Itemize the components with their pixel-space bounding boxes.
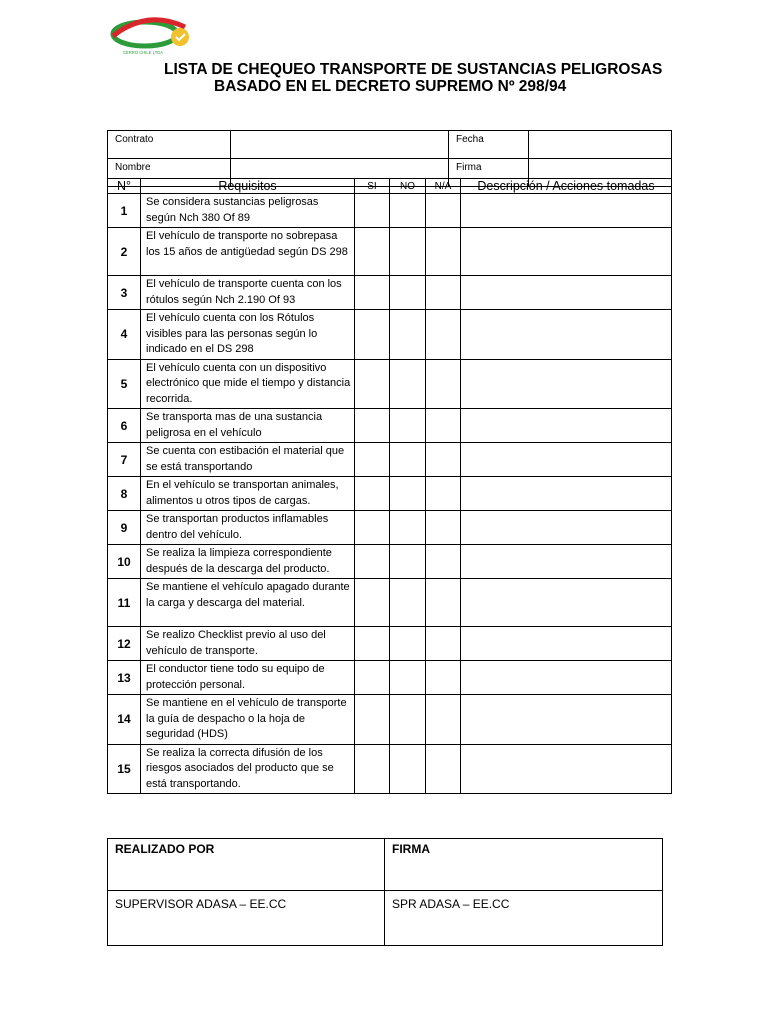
row-requisito: El vehículo cuenta con un dispositivo electrónico que mide el tiempo y distancia recorrida. [141, 359, 355, 409]
no-cell[interactable] [390, 194, 426, 228]
descripcion-cell[interactable] [461, 276, 672, 310]
row-requisito: Se considera sustancias peligrosas según Nch 380 Of 89 [141, 194, 355, 228]
no-cell[interactable] [390, 511, 426, 545]
row-number: 7 [108, 443, 141, 477]
na-cell[interactable] [426, 228, 461, 276]
row-requisito: Se cuenta con estibación el material que se está transportando [141, 443, 355, 477]
si-cell[interactable] [355, 545, 390, 579]
row-requisito: Se mantiene el vehículo apagado durante la carga y descarga del material. [141, 579, 355, 627]
row-number: 1 [108, 194, 141, 228]
no-cell[interactable] [390, 545, 426, 579]
row-requisito: El vehículo de transporte cuenta con los rótulos según Nch 2.190 Of 93 [141, 276, 355, 310]
table-row [108, 695, 672, 745]
row-number: 15 [108, 744, 141, 794]
row-requisito: Se realiza la correcta difusión de los riesgos asociados del producto que se está transportando. [141, 744, 355, 794]
row-number: 2 [108, 228, 141, 276]
table-row [108, 443, 672, 477]
table-row [108, 477, 672, 511]
na-cell[interactable] [426, 194, 461, 228]
row-number: 14 [108, 695, 141, 745]
row-number: 3 [108, 276, 141, 310]
no-cell[interactable] [390, 695, 426, 745]
na-cell[interactable] [426, 443, 461, 477]
checklist-table [107, 178, 672, 794]
row-requisito: El vehículo cuenta con los Rótulos visibles para las personas según lo indicado en el DS 298 [141, 310, 355, 360]
descripcion-cell[interactable] [461, 545, 672, 579]
si-cell[interactable] [355, 194, 390, 228]
si-cell[interactable] [355, 228, 390, 276]
no-cell[interactable] [390, 310, 426, 360]
contrato-field[interactable] [231, 131, 449, 159]
na-cell[interactable] [426, 409, 461, 443]
table-row [108, 627, 672, 661]
table-row [108, 545, 672, 579]
row-number: 11 [108, 579, 141, 627]
table-row [108, 194, 672, 228]
checklist-header-row [108, 179, 672, 194]
descripcion-cell[interactable] [461, 409, 672, 443]
na-cell[interactable] [426, 579, 461, 627]
nombre-label: Nombre [108, 159, 231, 187]
descripcion-cell[interactable] [461, 477, 672, 511]
na-cell[interactable] [426, 661, 461, 695]
no-cell[interactable] [390, 228, 426, 276]
firma-sign-value: SPR ADASA – EE.CC [385, 891, 663, 946]
si-cell[interactable] [355, 409, 390, 443]
table-row [108, 409, 672, 443]
na-cell[interactable] [426, 545, 461, 579]
si-cell[interactable] [355, 579, 390, 627]
row-requisito: El conductor tiene todo su equipo de protección personal. [141, 661, 355, 695]
row-number: 10 [108, 545, 141, 579]
col-header-si: SI [355, 179, 390, 194]
table-row [108, 511, 672, 545]
si-cell[interactable] [355, 477, 390, 511]
descripcion-cell[interactable] [461, 228, 672, 276]
col-header-na: N/A [426, 179, 461, 194]
table-row [108, 661, 672, 695]
signature-table [107, 838, 663, 946]
na-cell[interactable] [426, 276, 461, 310]
si-cell[interactable] [355, 276, 390, 310]
row-requisito: El vehículo de transporte no sobrepasa los 15 años de antigüedad según DS 298 [141, 228, 355, 276]
firma-sign-label: FIRMA [385, 839, 663, 891]
row-number: 6 [108, 409, 141, 443]
no-cell[interactable] [390, 627, 426, 661]
realizado-por-value: SUPERVISOR ADASA – EE.CC [108, 891, 385, 946]
document-title: LISTA DE CHEQUEO TRANSPORTE DE SUSTANCIAS PELIGROSAS [164, 61, 663, 78]
row-number: 13 [108, 661, 141, 695]
na-cell[interactable] [426, 310, 461, 360]
descripcion-cell[interactable] [461, 744, 672, 794]
na-cell[interactable] [426, 744, 461, 794]
company-logo [107, 9, 196, 62]
row-number: 8 [108, 477, 141, 511]
row-number: 5 [108, 359, 141, 409]
row-requisito: Se transporta mas de una sustancia peligrosa en el vehículo [141, 409, 355, 443]
no-cell[interactable] [390, 359, 426, 409]
na-cell[interactable] [426, 695, 461, 745]
na-cell[interactable] [426, 477, 461, 511]
si-cell[interactable] [355, 443, 390, 477]
na-cell[interactable] [426, 511, 461, 545]
table-row [108, 310, 672, 360]
no-cell[interactable] [390, 579, 426, 627]
row-requisito: Se mantiene en el vehículo de transporte la guía de despacho o la hoja de seguridad (HDS) [141, 695, 355, 745]
row-requisito: Se realiza la limpieza correspondiente después de la descarga del producto. [141, 545, 355, 579]
no-cell[interactable] [390, 661, 426, 695]
no-cell[interactable] [390, 443, 426, 477]
col-header-num: N° [108, 179, 141, 194]
si-cell[interactable] [355, 661, 390, 695]
descripcion-cell[interactable] [461, 695, 672, 745]
logo-text: CERRO CHILE LTDA [122, 50, 164, 55]
row-number: 4 [108, 310, 141, 360]
si-cell[interactable] [355, 695, 390, 745]
si-cell[interactable] [355, 359, 390, 409]
descripcion-cell[interactable] [461, 661, 672, 695]
descripcion-cell[interactable] [461, 310, 672, 360]
na-cell[interactable] [426, 627, 461, 661]
realizado-por-label: REALIZADO POR [108, 839, 385, 891]
si-cell[interactable] [355, 744, 390, 794]
descripcion-cell[interactable] [461, 579, 672, 627]
row-requisito: Se realizo Checklist previo al uso del vehículo de transporte. [141, 627, 355, 661]
table-row [108, 744, 672, 794]
descripcion-cell[interactable] [461, 511, 672, 545]
col-header-descripcion: Descripción / Acciones tomadas [461, 179, 672, 194]
no-cell[interactable] [390, 477, 426, 511]
no-cell[interactable] [390, 409, 426, 443]
si-cell[interactable] [355, 627, 390, 661]
row-number: 9 [108, 511, 141, 545]
fecha-field[interactable] [529, 131, 672, 159]
si-cell[interactable] [355, 511, 390, 545]
table-row [108, 359, 672, 409]
descripcion-cell[interactable] [461, 359, 672, 409]
descripcion-cell[interactable] [461, 627, 672, 661]
si-cell[interactable] [355, 310, 390, 360]
document-subtitle: BASADO EN EL DECRETO SUPREMO Nº 298/94 [214, 78, 567, 95]
table-row [108, 228, 672, 276]
row-requisito: Se transportan productos inflamables dentro del vehículo. [141, 511, 355, 545]
row-requisito: En el vehículo se transportan animales, alimentos u otros tipos de cargas. [141, 477, 355, 511]
no-cell[interactable] [390, 744, 426, 794]
table-row [108, 276, 672, 310]
descripcion-cell[interactable] [461, 194, 672, 228]
table-row [108, 579, 672, 627]
descripcion-cell[interactable] [461, 443, 672, 477]
row-number: 12 [108, 627, 141, 661]
firma-label: Firma [449, 159, 529, 187]
na-cell[interactable] [426, 359, 461, 409]
no-cell[interactable] [390, 276, 426, 310]
contrato-label: Contrato [108, 131, 231, 159]
col-header-no: NO [390, 179, 426, 194]
col-header-requisitos: Requisitos [141, 179, 355, 194]
fecha-label: Fecha [449, 131, 529, 159]
